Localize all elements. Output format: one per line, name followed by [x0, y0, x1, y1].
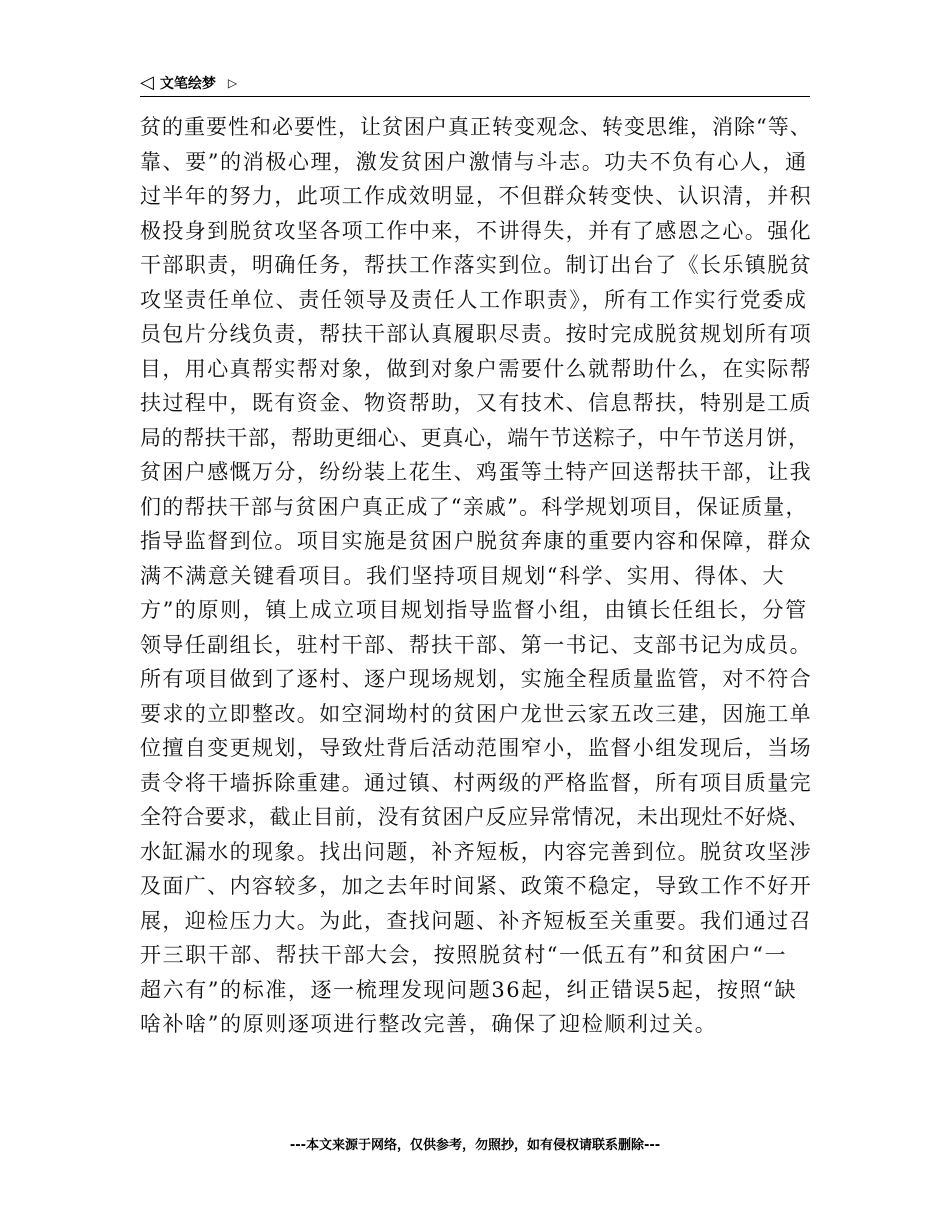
text-line: 超六有”的标准，逐一梳理发现问题36起，纠正错误5起，按照“缺 — [140, 977, 798, 1002]
text-line: 攻坚责任单位、责任领导及责任人工作职责》，所有工作实行党委成 — [140, 287, 808, 312]
text-line: 要求的立即整改。如空洞坳村的贫困户龙世云家五改三建，因施工单 — [140, 701, 812, 726]
text-line: 贫困户感慨万分，纷纷装上花生、鸡蛋等土特产回送帮扶干部，让我 — [140, 460, 812, 484]
text-line: 们的帮扶干部与贫困户真正成了“亲戚”。科学规划项目，保证质量， — [140, 494, 808, 519]
text-line: 干部职责，明确任务，帮扶工作落实到位。制订出台了《长乐镇脱贫 — [140, 253, 812, 277]
header-title: 文笔绘梦 — [159, 76, 216, 92]
text-line: 满不满意关键看项目。我们坚持项目规划“科学、实用、得体、大 — [140, 563, 786, 588]
text-line: 扶过程中，既有资金、物资帮助，又有技术、信息帮扶，特别是工质 — [140, 391, 812, 415]
text-line: 展，迎检压力大。为此，查找问题、补齐短板至关重要。我们通过召 — [140, 908, 812, 933]
text-line: 水缸漏水的现象。找出问题，补齐短板，内容完善到位。脱贫攻坚涉 — [140, 839, 812, 864]
text-line: 全符合要求，截止目前，没有贫困户反应异常情况，未出现灶不好烧、 — [140, 805, 810, 829]
text-line: 目，用心真帮实帮对象，做到对象户需要什么就帮助什么，在实际帮 — [140, 356, 812, 381]
page-header — [140, 70, 810, 97]
body-text — [140, 110, 812, 1042]
text-line: 位擅自变更规划，导致灶背后活动范围窄小，监督小组发现后，当场 — [140, 736, 812, 760]
text-line: 指导监督到位。项目实施是贫困户脱贫奔康的重要内容和保障，群众 — [140, 529, 812, 553]
text-line: 领导任副组长，驻村干部、帮扶干部、第一书记、支部书记为成员。 — [140, 632, 812, 657]
footer-disclaimer: ---本文来源于网络，仅供参考，勿照抄，如有侵权请联系删除--- — [289, 1138, 661, 1153]
text-line: 贫的重要性和必要性，让贫困户真正转变观念、转变思维，消除“等、 — [140, 115, 812, 139]
text-line: 靠、要”的消极心理，激发贫困户激情与斗志。功夫不负有心人，通 — [140, 149, 808, 174]
text-line: 过半年的努力，此项工作成效明显，不但群众转变快、认识清，并积 — [140, 184, 812, 208]
text-line: 员包片分线负责，帮扶干部认真履职尽责。按时完成脱贫规划所有项 — [140, 322, 812, 346]
text-line: 所有项目做到了逐村、逐户现场规划，实施全程质量监管，对不符合 — [140, 667, 812, 691]
triangle-right-icon: ▷ — [227, 76, 238, 90]
text-line: 极投身到脱贫攻坚各项工作中来，不讲得失，并有了感恩之心。强化 — [140, 218, 812, 243]
text-line: 责令将干墙拆除重建。通过镇、村两级的严格监督，所有项目质量完 — [140, 770, 812, 795]
triangle-left-icon: ◁ — [140, 72, 154, 93]
text-line: 方”的原则，镇上成立项目规划指导监督小组，由镇长任组长，分管 — [140, 598, 808, 622]
text-line: 啥补啥”的原则逐项进行整改完善，确保了迎检顺利过关。 — [140, 1012, 718, 1036]
text-line: 局的帮扶干部，帮助更细心、更真心，端午节送粽子，中午节送月饼， — [140, 425, 810, 450]
text-line: 开三职干部、帮扶干部大会，按照脱贫村“一低五有”和贫困户“一 — [140, 943, 788, 967]
text-line: 及面广、内容较多，加之去年时间紧、政策不稳定，导致工作不好开 — [140, 874, 812, 898]
